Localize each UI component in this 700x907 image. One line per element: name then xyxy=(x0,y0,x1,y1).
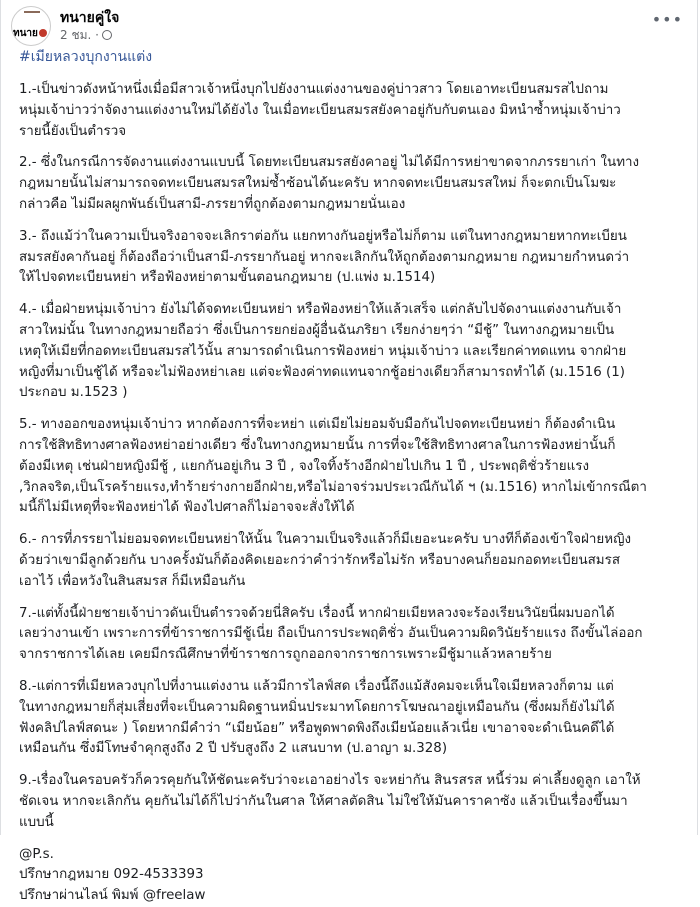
scales-icon xyxy=(24,11,40,25)
post-paragraph-6 xyxy=(19,530,689,592)
paragraph-line: หนุ่มเจ้าบ่าวว่าจัดงานแต่งงานใหม่ได้ยังไง ในเมื่อทะเบียนสมรสยังคาอยู่กับกับตนเอง มิหนำซ้ำหนุ่มเจ้าบ่าว xyxy=(19,102,621,118)
paragraph-line: สมรสยังคากันอยู่ ก็ต้องถือว่าเป็นสามี-ภรรยากันอยู่ หากจะเลิกกันให้ถูกต้องตามกฎหมาย กฎหมายกำหนดว่า xyxy=(19,249,630,265)
hashtag-link[interactable]: #เมียหลวงบุกงานแต่ง xyxy=(19,49,153,65)
post-paragraph-2 xyxy=(19,153,689,215)
avatar-logo-text: ทนาย xyxy=(13,28,38,39)
paragraph-line: 9.-เรื่องในครอบครัวก็ควรคุยกันให้ชัดนะครับว่าจะเอาอย่างไร จะหย่ากัน สินรสรส หนี้ร่วม ค่าเลี้ยงดูลูก เอาให้ xyxy=(19,773,641,789)
paragraph-line: กฎหมายนั้นไม่สามารถจดทะเบียนสมรสใหม่ซ้ำซ้อนได้นะครับ หากจดทะเบียนสมรสใหม่ ก็จะตกเป็นโมฆะ xyxy=(19,176,617,192)
paragraph-line: 8.-แต่การที่เมียหลวงบุกไปที่งานแต่งงาน แล้วมีการไลฟ์สด เรื่องนี้ถึงแม้สังคมจะเห็นใจเมียหลวงก็ตาม แต่ xyxy=(19,678,614,694)
paragraph-line: 7.-แต่ทั้งนี้ฝ่ายชายเจ้าบ่าวดันเป็นตำรวจด้วยนี่สิครับ เรื่องนี้ หากฝ่ายเมียหลวงจะร้องเรียนวินัยนี่ผมบอกได้ xyxy=(19,605,615,621)
paragraph-line: 1.-เป็นข่าวดังหน้าหนึ่งเมื่อมีสาวเจ้าหนึ่งบุกไปยังงานแต่งงานของคู่บ่าวสาว โดยเอาทะเบียนสมรสไปถาม xyxy=(19,82,609,97)
globe-icon xyxy=(102,30,112,40)
post-paragraph-9 xyxy=(19,771,689,833)
post-signature xyxy=(19,845,689,907)
paragraph-line: ฟังคลิปไลฟ์สดนะ ) โดยหากมีคำว่า “เมียน้อย” หรือพูดพาดพิงถึงเมียน้อยแล้วเนี่ย เขาอาจจะดำเนินคดีได้ xyxy=(19,720,615,736)
post-paragraph-3 xyxy=(19,227,689,289)
logo-mark-icon xyxy=(39,29,47,37)
signature-line: @P.s. xyxy=(19,846,54,862)
paragraph-line: เหตุให้เมียที่กอดทะเบียนสมรสไว้นั้น สามารถดำเนินการฟ้องหย่า หนุ่มเจ้าบ่าว และเรียกค่าทดแทน จากฝ่าย xyxy=(19,343,627,359)
paragraph-line: สาวใหม่นั้น ในทางกฎหมายถือว่า ซึ่งเป็นการยกย่องผู้อื่นฉันภริยา เรียกง่ายๆว่า “มีชู้” ในทางกฎหมายเป็น xyxy=(19,322,615,338)
paragraph-line: ด้วยว่าเขามีลูกด้วยกัน บางครั้งมันก็ต้องคิดเยอะกว่าคำว่ารักหรือไม่รัก หรือบางคนก็ยอมกอดทะเบียนสมรส xyxy=(19,552,620,568)
post-paragraph-5 xyxy=(19,415,689,519)
paragraph-line: การใช้สิทธิทางศาลฟ้องหย่าอย่างเดียว ซึ่งในทางกฎหมายนั้น การที่จะใช้สิทธิทางศาลในการฟ้องหย่านั้นก็ xyxy=(19,437,616,453)
post-paragraphs xyxy=(19,80,689,834)
paragraph-line: หญิงที่มาเป็นชู้ได้ หรือจะไม่ฟ้องหย่าเลย แต่จะฟ้องค่าทดแทนจากชู้อย่างเดียวก็สามารถทำได้ (ม.1516 (1) xyxy=(19,364,626,380)
author-avatar[interactable] xyxy=(11,6,51,46)
author-name[interactable]: ทนายคู่ใจ xyxy=(60,10,120,26)
paragraph-line: 5.- ทางออกของหนุ่มเจ้าบ่าว หากต้องการที่จะหย่า แต่เมียไม่ยอมจับมือกันไปจดทะเบียนหย่า ก็ต้องดำเนิน xyxy=(19,417,616,433)
post-paragraph-8 xyxy=(19,677,689,760)
more-options-button[interactable]: ••• xyxy=(651,10,683,29)
paragraph-line: 2.- ซึ่งในกรณีการจัดงานแต่งงานแบบนี้ โดยทะเบียนสมรสยังคาอยู่ ไม่ได้มีการหย่าขาดจากภรรยาเก่า ในทาง xyxy=(19,155,640,171)
paragraph-line: ชัดเจน หากจะเลิกกัน คุยกันไม่ได้ก็ไปว่ากันในศาล ให้ศาลตัดสิน ไม่ใช่ให้มันคาราคาซัง แล้วเป็นเรื่องขึ้นมา xyxy=(19,793,628,809)
paragraph-line: มนี้ก็ไม่มีเหตุที่จะฟ้องหย่าได้ ฟ้องไปศาลก็ไม่อาจจะสั่งให้ได้ xyxy=(19,500,355,516)
signature-line: ปรึกษากฎหมาย 092-4533393 xyxy=(19,867,204,883)
paragraph-line: จากราชการได้เลย เคยมีกรณีศึกษาที่ข้าราชการถูกออกจากราชการเพราะมีชู้มาแล้วหลายร้าย xyxy=(19,647,552,663)
post-paragraph-7 xyxy=(19,604,689,666)
paragraph-line: รายนี้ยังเป็นตำรวจ xyxy=(19,123,127,139)
paragraph-line: 4.- เมื่อฝ่ายหนุ่มเจ้าบ่าว ยังไม่ได้จดทะเบียนหย่า หรือฟ้องหย่าให้แล้วเสร็จ แต่กลับไปจัดงานแต่งงานกับเจ้า xyxy=(19,302,622,318)
post-body xyxy=(19,46,689,907)
paragraph-line: ,วิกลจริต,เป็นโรคร้ายแรง,ทำร้ายร่างกายอีกฝ่าย,หรือไม่อาจร่วมประเวณีกันได้ ฯ (ม.1516) หากไม่เข้ากรณีตา xyxy=(19,479,647,495)
post-timestamp[interactable]: 2 ชม. · xyxy=(60,28,99,42)
paragraph-line: 6.- การที่ภรรยาไม่ยอมจดทะเบียนหย่าให้นั้น ในความเป็นจริงแล้วก็มีเยอะนะครับ บางทีก็ต้องเข้าใจฝ่ายหญิง xyxy=(19,532,632,548)
post-header xyxy=(11,4,119,48)
paragraph-line: ในทางกฎหมายก็สุ่มเสี่ยงที่จะเป็นความผิดฐานหมิ่นประมาทโดยการโฆษณาอยู่เหมือนกัน (ซึ่งผมก็ยังไม่ได้ xyxy=(19,699,615,715)
paragraph-line: ให้ไปจดทะเบียนหย่า หรือฟ้องหย่าตามขั้นตอนกฎหมาย (ป.แพ่ง ม.1514) xyxy=(19,270,436,286)
post-paragraph-1 xyxy=(19,80,689,142)
paragraph-line: กล่าวคือ ไม่มีผลผูกพันธ์เป็นสามี-ภรรยาที่ถูกต้องตามกฎหมายนั่นเอง xyxy=(19,196,406,212)
paragraph-line: แบบนี้ xyxy=(19,814,54,830)
post-paragraph-4 xyxy=(19,300,689,404)
paragraph-line: 3.- ถึงแม้ว่าในความเป็นจริงอาจจะเลิกราต่อกัน แยกทางกันอยู่หรือไม่ก็ตาม แต่ในทางกฎหมายหากทะเบียน xyxy=(19,228,627,244)
paragraph-line: เอาไว้ เพื่อหวังในสินสมรส ก็มีเหมือนกัน xyxy=(19,573,246,589)
paragraph-line: เหมือนกัน ซึ่งมีโทษจำคุกสูงถึง 2 ปี ปรับสูงถึง 2 แสนบาท (ป.อาญา ม.328) xyxy=(19,741,448,757)
paragraph-line: ประกอบ ม.1523 ) xyxy=(19,385,128,401)
signature-line: ปรึกษาผ่านไลน์ พิมพ์ @freelaw xyxy=(19,888,206,904)
paragraph-line: ต้องมีเหตุ เช่นฝ่ายหญิงมีชู้ , แยกกันอยู่เกิน 3 ปี , จงใจทิ้งร้างอีกฝ่ายไปเกิน 1 ปี , ประพฤติชั่วร้ายแรง xyxy=(19,458,589,474)
paragraph-line: เลยว่างานเข้า เพราะการที่ข้าราชการมีชู้เนี่ย ถือเป็นการประพฤติชั่ว อันเป็นความผิดวินัยร้ายแรง ถึงขั้นไล่ออก xyxy=(19,626,643,642)
